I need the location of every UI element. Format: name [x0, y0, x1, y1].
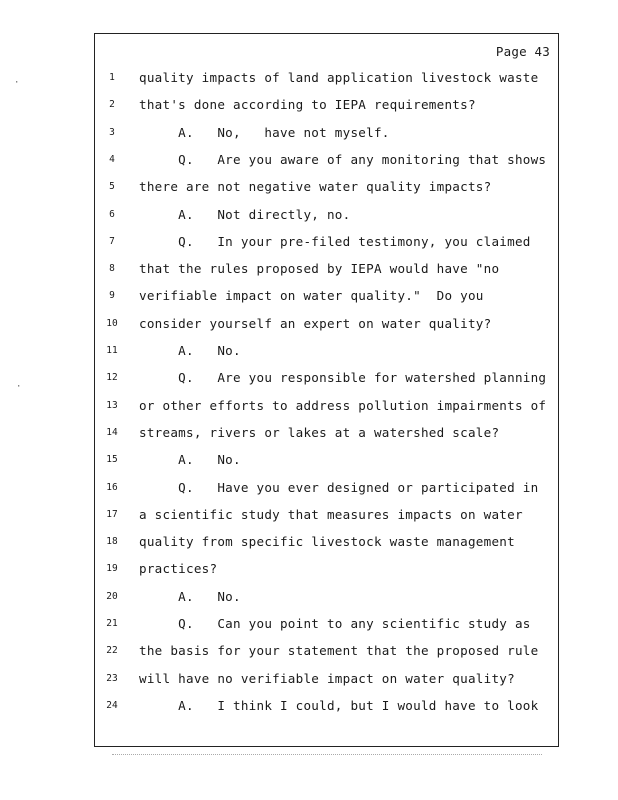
- transcript-line: [95, 561, 558, 581]
- transcript-line: [95, 70, 558, 90]
- line-text: streams, rivers or lakes at a watershed scale?: [139, 424, 500, 440]
- margin-mark: ·: [14, 78, 20, 88]
- transcript-frame: [94, 33, 559, 747]
- transcript-line: [95, 671, 558, 691]
- line-text: verifiable impact on water quality." Do you: [139, 288, 484, 304]
- line-number: 16: [106, 481, 118, 493]
- line-number: 9: [109, 290, 115, 302]
- line-number: 8: [109, 263, 115, 275]
- line-text: or other efforts to address pollution impairments of: [139, 397, 547, 413]
- line-text: A. I think I could, but I would have to look: [139, 697, 539, 713]
- transcript-line: [95, 316, 558, 336]
- transcript-line: [95, 534, 558, 554]
- line-number: 24: [106, 699, 118, 711]
- line-number: 5: [109, 181, 115, 193]
- line-number: 11: [106, 345, 118, 356]
- transcript-line: [95, 452, 558, 472]
- line-text: Q. Have you ever designed or participated in: [139, 479, 539, 495]
- line-number: 6: [109, 208, 115, 220]
- line-number: 1: [109, 72, 115, 83]
- transcript-line: [95, 179, 558, 199]
- line-text: A. No.: [139, 588, 241, 604]
- transcript-line: [95, 261, 558, 281]
- line-number: 2: [109, 99, 115, 111]
- transcript-line: [95, 97, 558, 117]
- line-number: 3: [109, 126, 115, 138]
- line-text: practices?: [139, 561, 218, 577]
- line-text: a scientific study that measures impacts on water: [139, 506, 523, 522]
- transcript-line: [95, 370, 558, 390]
- transcript-line: [95, 152, 558, 172]
- line-text: Q. Can you point to any scientific study as: [139, 616, 531, 631]
- line-number: 23: [106, 672, 118, 684]
- line-text: A. No, have not myself.: [139, 124, 390, 140]
- line-number: 13: [106, 399, 118, 411]
- line-number: 22: [106, 645, 118, 657]
- line-number: 7: [109, 235, 115, 247]
- line-number: 21: [106, 618, 118, 629]
- line-text: the basis for your statement that the proposed rule: [139, 643, 539, 659]
- transcript-line: [95, 589, 558, 609]
- footer-rule: [112, 754, 542, 755]
- transcript-line: [95, 480, 558, 500]
- transcript-line: [95, 125, 558, 145]
- line-number: 15: [106, 454, 118, 466]
- transcript-line: [95, 643, 558, 663]
- transcript-line: [95, 343, 558, 363]
- line-text: there are not negative water quality impacts?: [139, 179, 492, 195]
- line-number: 17: [106, 508, 118, 520]
- line-text: A. Not directly, no.: [139, 206, 351, 222]
- line-number: 14: [106, 426, 118, 438]
- line-text: A. No.: [139, 452, 241, 468]
- line-number: 4: [109, 153, 115, 165]
- line-text: consider yourself an expert on water quality?: [139, 315, 492, 331]
- page-number: Page 43: [495, 44, 550, 59]
- transcript-line: [95, 507, 558, 527]
- line-text: Q. Are you aware of any monitoring that shows: [139, 151, 547, 167]
- line-number: 20: [106, 590, 118, 602]
- transcript-line: [95, 207, 558, 227]
- transcript-line: [95, 616, 558, 636]
- line-text: Q. In your pre-filed testimony, you claimed: [139, 233, 531, 249]
- line-text: that's done according to IEPA requirements?: [139, 97, 476, 113]
- line-number: 18: [106, 536, 118, 548]
- transcript-line: [95, 288, 558, 308]
- line-number: 19: [106, 563, 118, 575]
- transcript-line: [95, 398, 558, 418]
- line-text: A. No.: [139, 343, 241, 358]
- line-text: that the rules proposed by IEPA would have "no: [139, 261, 500, 277]
- transcript-line: [95, 234, 558, 254]
- line-text: will have no verifiable impact on water quality?: [139, 670, 515, 686]
- line-text: quality from specific livestock waste management: [139, 534, 515, 550]
- line-number: 12: [106, 372, 118, 384]
- line-number: 10: [106, 317, 118, 329]
- line-text: quality impacts of land application livestock waste: [139, 70, 539, 85]
- transcript-line: [95, 425, 558, 445]
- transcript-line: [95, 698, 558, 718]
- line-text: Q. Are you responsible for watershed planning: [139, 370, 547, 386]
- margin-mark: ·: [16, 382, 22, 392]
